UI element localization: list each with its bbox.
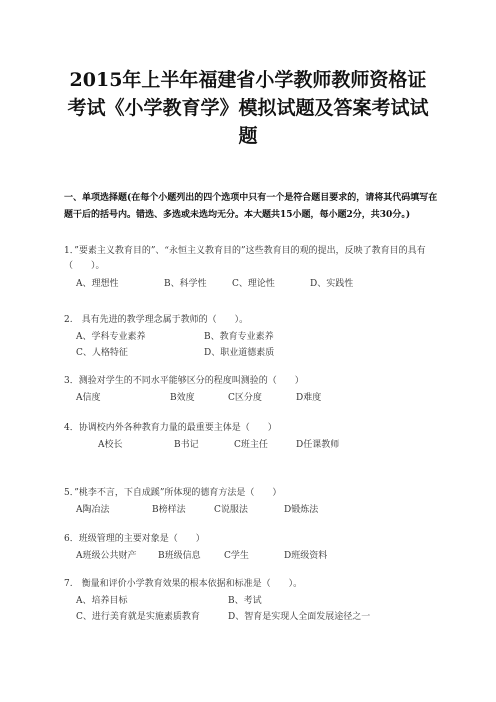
title-line-2: 考试《小学教育学》模拟试题及答案考试试 xyxy=(67,97,429,119)
question-5 xyxy=(64,486,444,518)
option-a: A班级公共财产 xyxy=(76,551,137,561)
option-row xyxy=(64,548,444,564)
option-d: D锻炼法 xyxy=(284,505,319,515)
option-d: D任课教师 xyxy=(296,440,340,450)
question-7 xyxy=(64,577,444,625)
question-text: 1．”要素主义教育目的”、“永恒主义教育目的”这些教育目的观的提出，反映了教育目的具有（ ）。 xyxy=(64,246,426,271)
option-row xyxy=(64,609,444,625)
option-b: B书记 xyxy=(174,440,199,450)
option-row xyxy=(64,437,444,453)
option-b: B、教育专业素养 xyxy=(204,332,274,342)
option-b: B效度 xyxy=(170,393,195,403)
option-c: C学生 xyxy=(224,551,249,561)
option-b: B、考试 xyxy=(228,596,262,606)
option-a: A信度 xyxy=(76,393,101,403)
question-text: 4．协调校内外各种教育力量的最重要主体是（ ） xyxy=(64,423,277,433)
title-line-3: 题 xyxy=(238,125,258,147)
option-c: C、人格特征 xyxy=(76,348,128,358)
title-line-1: 2015年上半年福建省小学教师教师资格证 xyxy=(69,69,427,91)
option-b: B、科学性 xyxy=(164,279,207,289)
option-c: C班主任 xyxy=(234,440,268,450)
option-c: C区分度 xyxy=(228,393,262,403)
option-a: A、培养目标 xyxy=(76,596,128,606)
question-4 xyxy=(64,421,444,453)
question-text: 3．测验对学生的不同水平能够区分的程度叫测验的（ ） xyxy=(64,376,304,386)
section-heading: 一、单项选择题(在每个小题列出的四个选项中只有一个是符合题目要求的，请将其代码填写在题干后的括号内。错选、多选或未选均无分。本大题共15小题，每小题2分，共30分。) xyxy=(64,193,438,220)
option-row xyxy=(64,593,444,609)
option-row xyxy=(64,502,444,518)
option-d: D、职业道德素质 xyxy=(204,348,275,358)
option-b: B榜样法 xyxy=(152,505,186,515)
question-3 xyxy=(64,374,444,406)
option-c: C、进行美育就是实施素质教育 xyxy=(76,612,200,622)
option-row xyxy=(64,390,444,406)
option-c: C说服法 xyxy=(214,505,248,515)
document-title xyxy=(40,66,456,150)
option-c: C、理论性 xyxy=(232,279,275,289)
question-text: 5．”桃李不言，下自成蹊”所体现的德育方法是（ ） xyxy=(64,488,282,498)
option-d: D班级资料 xyxy=(284,551,328,561)
option-a: A陶冶法 xyxy=(76,505,110,515)
option-a: A校长 xyxy=(98,440,123,450)
option-b: B班级信息 xyxy=(158,551,201,561)
option-row xyxy=(64,345,444,361)
question-text: 2. 具有先进的教学理念属于教师的（ ）。 xyxy=(64,315,249,325)
option-row xyxy=(64,329,444,345)
question-2 xyxy=(64,313,444,361)
question-1 xyxy=(64,244,444,292)
question-text: 6．班级管理的主要对象是（ ） xyxy=(64,534,205,544)
option-a: A、学科专业素养 xyxy=(76,332,146,342)
option-d: D、智育是实现人全面发展途径之一 xyxy=(228,612,371,622)
option-d: D难度 xyxy=(296,393,322,403)
question-text: 7. 衡量和评价小学教育效果的根本依据和标准是（ ）。 xyxy=(64,579,303,589)
option-row xyxy=(64,276,444,292)
option-d: D、实践性 xyxy=(310,279,354,289)
question-6 xyxy=(64,532,444,564)
option-a: A、理想性 xyxy=(76,279,119,289)
